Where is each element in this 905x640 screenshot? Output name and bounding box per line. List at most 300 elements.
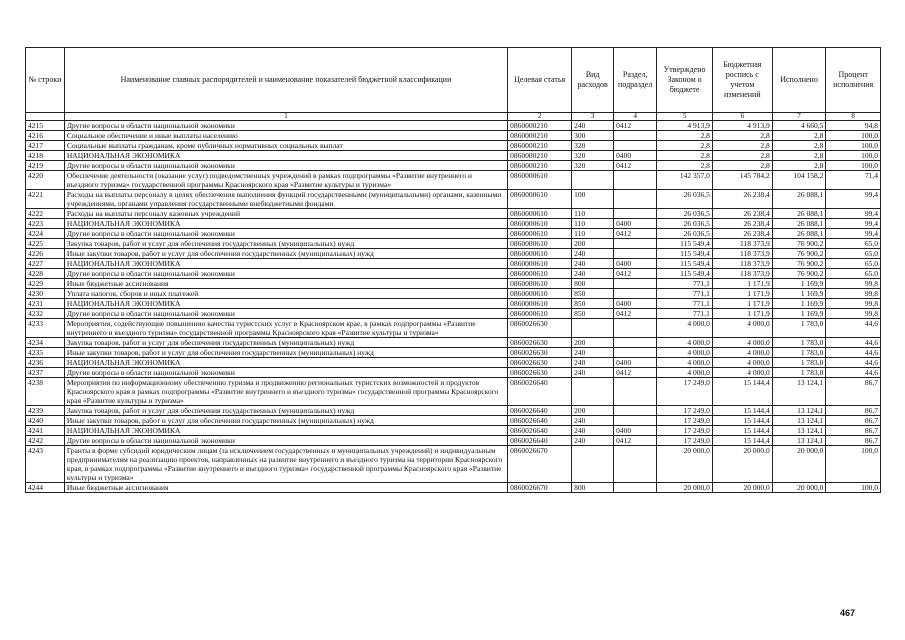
expense-type: 240 [572, 426, 614, 436]
row-number: 4238 [26, 378, 65, 406]
row-number: 4216 [26, 131, 65, 141]
executed-amount: 1 783,0 [772, 319, 826, 338]
roster-amount: 4 000,0 [712, 368, 772, 378]
executed-amount: 13 124,1 [772, 436, 826, 446]
expense-type: 240 [572, 121, 614, 131]
approved-amount: 4 000,0 [657, 319, 713, 338]
header-vid: Вид расходов [572, 48, 614, 113]
target-code: 0860026670 [508, 446, 572, 483]
target-code: 0860026630 [508, 319, 572, 338]
approved-amount: 17 249,0 [657, 426, 713, 436]
execution-percent: 100,0 [826, 483, 881, 493]
executed-amount: 1 783,0 [772, 338, 826, 348]
execution-percent: 94,8 [826, 121, 881, 131]
expense-type [572, 171, 614, 190]
row-name: Иные бюджетные ассигнования [64, 279, 507, 289]
table-row [26, 171, 881, 190]
target-code: 0860000610 [508, 239, 572, 249]
row-number: 4234 [26, 338, 65, 348]
roster-amount: 2,8 [712, 131, 772, 141]
approved-amount: 2,8 [657, 161, 713, 171]
row-name: Обеспечение деятельности (оказание услуг) подведомственных учреждений в рамках подпрограммы «Развитие внутреннего и въездного туризма» государственной программы Красноярского края «Развитие культуры и туризма» [64, 171, 507, 190]
row-name: НАЦИОНАЛЬНАЯ ЭКОНОМИКА [64, 358, 507, 368]
approved-amount: 17 249,0 [657, 378, 713, 406]
roster-amount: 118 373,9 [712, 269, 772, 279]
table-row [26, 436, 881, 446]
execution-percent: 44,6 [826, 319, 881, 338]
execution-percent: 99,4 [826, 219, 881, 229]
header-name: Наименование главных распорядителей и наименование показателей бюджетной классификации [64, 48, 507, 113]
row-name: Иные закупки товаров, работ и услуг для обеспечения государственных (муниципальных) нужд [64, 348, 507, 358]
expense-type: 110 [572, 209, 614, 219]
expense-type [572, 446, 614, 483]
executed-amount: 2,8 [772, 131, 826, 141]
row-name: Другие вопросы в области национальной экономики [64, 121, 507, 131]
expense-type: 850 [572, 289, 614, 299]
executed-amount: 1 169,9 [772, 309, 826, 319]
approved-amount: 115 549,4 [657, 269, 713, 279]
section-code: 0400 [614, 358, 657, 368]
target-code: 0860000610 [508, 269, 572, 279]
executed-amount: 4 660,5 [772, 121, 826, 131]
row-number: 4215 [26, 121, 65, 131]
target-code: 0860000610 [508, 289, 572, 299]
execution-percent: 65,0 [826, 239, 881, 249]
row-name: НАЦИОНАЛЬНАЯ ЭКОНОМИКА [64, 151, 507, 161]
roster-amount: 1 171,9 [712, 299, 772, 309]
expense-type: 110 [572, 219, 614, 229]
section-code [614, 289, 657, 299]
row-number: 4217 [26, 141, 65, 151]
column-number: 6 [712, 113, 772, 121]
section-code: 0412 [614, 161, 657, 171]
target-code: 0860000210 [508, 121, 572, 131]
target-code: 0860000210 [508, 141, 572, 151]
executed-amount: 26 088,1 [772, 219, 826, 229]
execution-percent: 44,6 [826, 348, 881, 358]
expense-type: 240 [572, 436, 614, 446]
row-name: Социальные выплаты гражданам, кроме публичных нормативных социальных выплат [64, 141, 507, 151]
roster-amount: 15 144,4 [712, 416, 772, 426]
table-row [26, 289, 881, 299]
row-name: Другие вопросы в области национальной экономики [64, 368, 507, 378]
execution-percent: 99,4 [826, 190, 881, 209]
executed-amount: 104 158,2 [772, 171, 826, 190]
table-row [26, 338, 881, 348]
row-number: 4233 [26, 319, 65, 338]
executed-amount: 13 124,1 [772, 426, 826, 436]
execution-percent: 99,4 [826, 209, 881, 219]
approved-amount: 771,1 [657, 289, 713, 299]
table-row [26, 229, 881, 239]
approved-amount: 4 913,9 [657, 121, 713, 131]
approved-amount: 17 249,0 [657, 436, 713, 446]
column-number [26, 113, 65, 121]
roster-amount: 4 000,0 [712, 319, 772, 338]
section-code: 0400 [614, 151, 657, 161]
section-code: 0400 [614, 219, 657, 229]
approved-amount: 115 549,4 [657, 239, 713, 249]
executed-amount: 1 783,0 [772, 348, 826, 358]
section-code [614, 483, 657, 493]
approved-amount: 26 036,5 [657, 190, 713, 209]
executed-amount: 76 900,2 [772, 239, 826, 249]
expense-type: 800 [572, 279, 614, 289]
table-row [26, 378, 881, 406]
roster-amount: 26 238,4 [712, 219, 772, 229]
section-code [614, 249, 657, 259]
page-number: 467 [840, 608, 856, 618]
approved-amount: 771,1 [657, 279, 713, 289]
roster-amount: 118 373,9 [712, 259, 772, 269]
table-row [26, 209, 881, 219]
section-code: 0412 [614, 121, 657, 131]
row-number: 4223 [26, 219, 65, 229]
roster-amount: 1 171,9 [712, 279, 772, 289]
roster-amount: 15 144,4 [712, 426, 772, 436]
executed-amount: 13 124,1 [772, 416, 826, 426]
row-name: Другие вопросы в области национальной экономики [64, 309, 507, 319]
approved-amount: 115 549,4 [657, 259, 713, 269]
roster-amount: 26 238,4 [712, 209, 772, 219]
expense-type: 240 [572, 416, 614, 426]
expense-type: 320 [572, 161, 614, 171]
row-name: Другие вопросы в области национальной экономики [64, 161, 507, 171]
section-code [614, 141, 657, 151]
row-number: 4243 [26, 446, 65, 483]
expense-type: 200 [572, 239, 614, 249]
roster-amount: 145 784,2 [712, 171, 772, 190]
executed-amount: 2,8 [772, 141, 826, 151]
section-code [614, 279, 657, 289]
expense-type: 110 [572, 229, 614, 239]
row-number: 4240 [26, 416, 65, 426]
row-number: 4219 [26, 161, 65, 171]
row-number: 4228 [26, 269, 65, 279]
header-row-no: № строки [26, 48, 65, 113]
row-name: НАЦИОНАЛЬНАЯ ЭКОНОМИКА [64, 259, 507, 269]
executed-amount: 1 783,0 [772, 358, 826, 368]
approved-amount: 20 000,0 [657, 446, 713, 483]
target-code: 0860000610 [508, 190, 572, 209]
executed-amount: 13 124,1 [772, 378, 826, 406]
roster-amount: 26 238,4 [712, 190, 772, 209]
table-row [26, 483, 881, 493]
section-code: 0400 [614, 299, 657, 309]
execution-percent: 100,0 [826, 161, 881, 171]
target-code: 0860000210 [508, 131, 572, 141]
row-number: 4242 [26, 436, 65, 446]
row-name: Мероприятия, содействующие повышению качества туристских услуг в Красноярском крае, в рамках подпрограммы «Развитие внутреннего и въездного туризма» государственной программы Красноярского края «Развитие культуры и туризма» [64, 319, 507, 338]
row-name: Мероприятия по информационному обеспечению туризма и продвижению региональных туристских возможностей и продуктов Красноярского края в рамках подпрограммы «Развитие внутреннего и въездного туризма» государственной программы Красноярского края «Развитие культуры и туризма» [64, 378, 507, 406]
approved-amount: 142 357,0 [657, 171, 713, 190]
row-name: Иные закупки товаров, работ и услуг для обеспечения государственных (муниципальных) нужд [64, 416, 507, 426]
execution-percent: 86,7 [826, 436, 881, 446]
target-code: 0860000610 [508, 219, 572, 229]
expense-type: 320 [572, 151, 614, 161]
row-number: 4224 [26, 229, 65, 239]
table-row [26, 190, 881, 209]
table-row [26, 406, 881, 416]
table-row [26, 309, 881, 319]
expense-type: 850 [572, 309, 614, 319]
target-code: 0860000610 [508, 259, 572, 269]
roster-amount: 15 144,4 [712, 436, 772, 446]
roster-amount: 15 144,4 [712, 406, 772, 416]
executed-amount: 1 169,9 [772, 299, 826, 309]
target-code: 0860026630 [508, 368, 572, 378]
target-code: 0860026640 [508, 406, 572, 416]
section-code [614, 131, 657, 141]
expense-type: 300 [572, 131, 614, 141]
execution-percent: 86,7 [826, 378, 881, 406]
approved-amount: 4 000,0 [657, 348, 713, 358]
row-number: 4232 [26, 309, 65, 319]
target-code: 0860026670 [508, 483, 572, 493]
expense-type: 200 [572, 338, 614, 348]
expense-type: 240 [572, 348, 614, 358]
roster-amount: 15 144,4 [712, 378, 772, 406]
approved-amount: 2,8 [657, 141, 713, 151]
execution-percent: 100,0 [826, 131, 881, 141]
roster-amount: 4 000,0 [712, 338, 772, 348]
section-code: 0412 [614, 269, 657, 279]
executed-amount: 1 169,9 [772, 279, 826, 289]
target-code: 0860000610 [508, 229, 572, 239]
approved-amount: 2,8 [657, 151, 713, 161]
row-name: Расходы на выплаты персоналу в целях обеспечения выполнения функций государственными (муниципальными) органами, казенными учреждениями, органами управления государственными внебюджетными фондами [64, 190, 507, 209]
row-number: 4218 [26, 151, 65, 161]
execution-percent: 65,0 [826, 259, 881, 269]
executed-amount: 1 169,9 [772, 289, 826, 299]
target-code: 0860000610 [508, 209, 572, 219]
execution-percent: 65,0 [826, 269, 881, 279]
expense-type: 100 [572, 190, 614, 209]
execution-percent: 99,8 [826, 289, 881, 299]
table-row [26, 368, 881, 378]
table-row [26, 299, 881, 309]
executed-amount: 20 000,0 [772, 446, 826, 483]
roster-amount: 26 238,4 [712, 229, 772, 239]
row-number: 4221 [26, 190, 65, 209]
column-number: 2 [508, 113, 572, 121]
approved-amount: 20 000,0 [657, 483, 713, 493]
target-code: 0860026640 [508, 416, 572, 426]
expense-type: 240 [572, 358, 614, 368]
executed-amount: 1 783,0 [772, 368, 826, 378]
row-name: Другие вопросы в области национальной экономики [64, 269, 507, 279]
executed-amount: 76 900,2 [772, 249, 826, 259]
section-code: 0412 [614, 436, 657, 446]
execution-percent: 86,7 [826, 416, 881, 426]
target-code: 0860026640 [508, 378, 572, 406]
target-code: 0860026630 [508, 358, 572, 368]
row-number: 4239 [26, 406, 65, 416]
execution-percent: 86,7 [826, 406, 881, 416]
section-code [614, 378, 657, 406]
table-row [26, 219, 881, 229]
expense-type: 320 [572, 141, 614, 151]
execution-percent: 71,4 [826, 171, 881, 190]
row-name: Социальное обеспечение и иные выплаты населению [64, 131, 507, 141]
header-approved: Утверждено Законом о бюджете [657, 48, 713, 113]
approved-amount: 771,1 [657, 309, 713, 319]
target-code: 0860000610 [508, 299, 572, 309]
execution-percent: 99,8 [826, 309, 881, 319]
section-code: 0412 [614, 309, 657, 319]
execution-percent: 44,6 [826, 368, 881, 378]
executed-amount: 2,8 [772, 161, 826, 171]
header-percent: Процент исполнения [826, 48, 881, 113]
execution-percent: 100,0 [826, 151, 881, 161]
execution-percent: 44,6 [826, 358, 881, 368]
row-name: НАЦИОНАЛЬНАЯ ЭКОНОМИКА [64, 219, 507, 229]
section-code: 0400 [614, 426, 657, 436]
section-code [614, 171, 657, 190]
row-name: Закупка товаров, работ и услуг для обеспечения государственных (муниципальных) нужд [64, 338, 507, 348]
row-number: 4235 [26, 348, 65, 358]
executed-amount: 13 124,1 [772, 406, 826, 416]
row-number: 4225 [26, 239, 65, 249]
approved-amount: 26 036,5 [657, 209, 713, 219]
column-number: 8 [826, 113, 881, 121]
section-code: 0412 [614, 229, 657, 239]
table-row [26, 249, 881, 259]
section-code [614, 446, 657, 483]
target-code: 0860026630 [508, 338, 572, 348]
executed-amount: 76 900,2 [772, 269, 826, 279]
approved-amount: 4 000,0 [657, 358, 713, 368]
table-row [26, 161, 881, 171]
row-number: 4231 [26, 299, 65, 309]
target-code: 0860000210 [508, 151, 572, 161]
table-row [26, 131, 881, 141]
target-code: 0860000610 [508, 249, 572, 259]
expense-type: 240 [572, 249, 614, 259]
executed-amount: 2,8 [772, 151, 826, 161]
table-row [26, 416, 881, 426]
table-header [26, 48, 881, 113]
roster-amount: 118 373,9 [712, 239, 772, 249]
approved-amount: 26 036,5 [657, 229, 713, 239]
table-row [26, 426, 881, 436]
execution-percent: 44,6 [826, 338, 881, 348]
roster-amount: 4 913,9 [712, 121, 772, 131]
expense-type: 240 [572, 259, 614, 269]
row-name: НАЦИОНАЛЬНАЯ ЭКОНОМИКА [64, 426, 507, 436]
approved-amount: 2,8 [657, 131, 713, 141]
table-row [26, 259, 881, 269]
roster-amount: 2,8 [712, 161, 772, 171]
header-executed: Исполнено [772, 48, 826, 113]
table-row [26, 446, 881, 483]
roster-amount: 2,8 [712, 141, 772, 151]
row-number: 4236 [26, 358, 65, 368]
section-code [614, 209, 657, 219]
execution-percent: 100,0 [826, 446, 881, 483]
row-number: 4230 [26, 289, 65, 299]
expense-type: 240 [572, 269, 614, 279]
header-razdel: Раздел, подраздел [614, 48, 657, 113]
table-row [26, 279, 881, 289]
row-name: Иные бюджетные ассигнования [64, 483, 507, 493]
table-row [26, 358, 881, 368]
section-code [614, 406, 657, 416]
column-number: 5 [657, 113, 713, 121]
target-code: 0860000610 [508, 171, 572, 190]
target-code: 0860026640 [508, 426, 572, 436]
column-number: 1 [64, 113, 507, 121]
roster-amount: 2,8 [712, 151, 772, 161]
row-name: Иные закупки товаров, работ и услуг для обеспечения государственных (муниципальных) нужд [64, 249, 507, 259]
table-row [26, 121, 881, 131]
table-body [26, 113, 881, 493]
section-code [614, 319, 657, 338]
execution-percent: 65,0 [826, 249, 881, 259]
column-number: 4 [614, 113, 657, 121]
row-number: 4229 [26, 279, 65, 289]
approved-amount: 17 249,0 [657, 406, 713, 416]
table-row [26, 348, 881, 358]
row-name: Гранты в форме субсидий юридическим лицам (за исключением государственных и муниципальных учреждений) и индивидуальным предпринимателям на реализацию проектов, направленных на развитие внутреннего и въездного туризма на территории Красноярского края, в рамках подпрограммы «Развитие внутреннего и въездного туризма» государственной программы Красноярского края «Развитие культуры и туризма» [64, 446, 507, 483]
execution-percent: 86,7 [826, 426, 881, 436]
target-code: 0860000210 [508, 161, 572, 171]
roster-amount: 1 171,9 [712, 289, 772, 299]
roster-amount: 20 000,0 [712, 483, 772, 493]
header-target: Целевая статья [508, 48, 572, 113]
section-code [614, 416, 657, 426]
executed-amount: 76 900,2 [772, 259, 826, 269]
header-roster: Бюджетная роспись с учетом изменений [712, 48, 772, 113]
execution-percent: 99,8 [826, 299, 881, 309]
target-code: 0860000610 [508, 309, 572, 319]
table-row [26, 269, 881, 279]
row-number: 4220 [26, 171, 65, 190]
target-code: 0860000610 [508, 279, 572, 289]
expense-type: 200 [572, 406, 614, 416]
column-number-row [26, 113, 881, 121]
section-code [614, 348, 657, 358]
executed-amount: 26 088,1 [772, 190, 826, 209]
expense-type: 800 [572, 483, 614, 493]
row-name: Другие вопросы в области национальной экономики [64, 436, 507, 446]
approved-amount: 17 249,0 [657, 416, 713, 426]
execution-percent: 99,8 [826, 279, 881, 289]
execution-percent: 100,0 [826, 141, 881, 151]
table-row [26, 319, 881, 338]
row-number: 4227 [26, 259, 65, 269]
roster-amount: 20 000,0 [712, 446, 772, 483]
section-code: 0412 [614, 368, 657, 378]
executed-amount: 26 088,1 [772, 209, 826, 219]
row-name: НАЦИОНАЛЬНАЯ ЭКОНОМИКА [64, 299, 507, 309]
approved-amount: 26 036,5 [657, 219, 713, 229]
table-row [26, 151, 881, 161]
section-code [614, 338, 657, 348]
row-number: 4244 [26, 483, 65, 493]
execution-percent: 99,4 [826, 229, 881, 239]
approved-amount: 771,1 [657, 299, 713, 309]
target-code: 0860026640 [508, 436, 572, 446]
column-number: 7 [772, 113, 826, 121]
roster-amount: 4 000,0 [712, 358, 772, 368]
approved-amount: 4 000,0 [657, 338, 713, 348]
executed-amount: 20 000,0 [772, 483, 826, 493]
row-name: Другие вопросы в области национальной экономики [64, 229, 507, 239]
section-code [614, 239, 657, 249]
table-row [26, 141, 881, 151]
row-name: Закупка товаров, работ и услуг для обеспечения государственных (муниципальных) нужд [64, 239, 507, 249]
